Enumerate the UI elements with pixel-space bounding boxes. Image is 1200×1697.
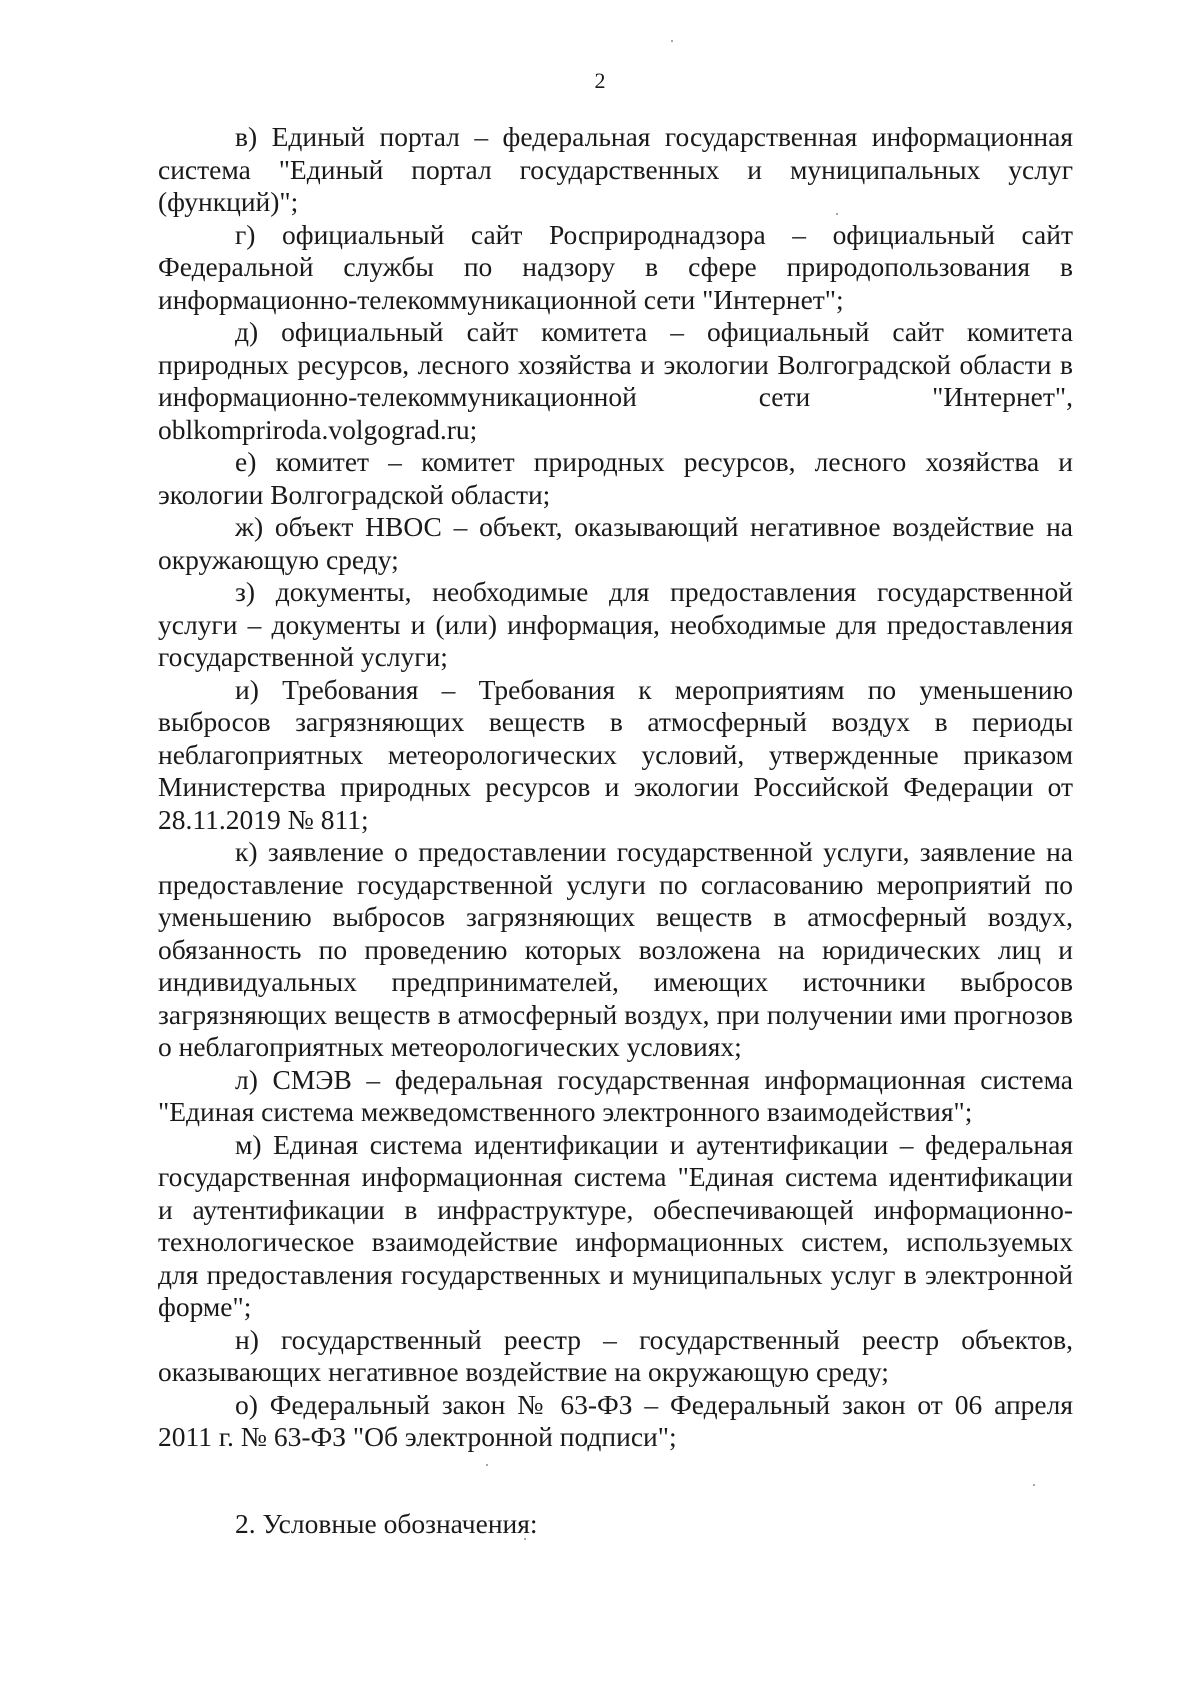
definition-item-k: к) заявление о предоставлении государственной услуги, заявление на предоставление государственной услуги по согласованию мероприятий по уменьшению выбросов загрязняющих веществ в атмосферный воздух, обязанность по проведению которых возложена на юридических лиц и индивидуальных предпринимателей, имеющих источники выбросов загрязняющих веществ в атмосферный воздух, при получении ими прогнозов о неблагоприятных метеорологических условиях; xyxy=(158,836,1073,1062)
section-heading: 2. Условные обозначения: xyxy=(235,1507,538,1539)
definition-item-o: о) Федеральный закон № 63-ФЗ – Федеральный закон от 06 апреля 2011 г. № 63-ФЗ "Об электронной подписи"; xyxy=(158,1388,1073,1452)
definition-item-zh: ж) объект НВОС – объект, оказывающий негативное воздействие на окружающую среду; xyxy=(158,511,1073,575)
definition-item-n: н) государственный реестр – государственный реестр объектов, оказывающих негативное воздействие на окружающую среду; xyxy=(158,1323,1073,1387)
document-body xyxy=(158,121,1073,1540)
scan-speck xyxy=(1033,1484,1035,1486)
definition-item-i: и) Требования – Требования к мероприятиям по уменьшению выбросов загрязняющих веществ в атмосферный воздух в периоды неблагоприятных метеорологических условий, утвержденные приказом Министерства природных ресурсов и экологии Российской Федерации от 28.11.2019 № 811; xyxy=(158,673,1073,835)
definition-item-l: л) СМЭВ – федеральная государственная информационная система "Единая система межведомственного электронного взаимодействия"; xyxy=(158,1063,1073,1127)
scan-speck xyxy=(486,1464,488,1466)
scan-speck xyxy=(671,40,673,42)
scan-speck xyxy=(524,1538,526,1540)
page-number: 2 xyxy=(594,68,606,93)
scan-speck xyxy=(836,213,838,215)
definition-item-m: м) Единая система идентификации и аутентификации – федеральная государственная информационная система "Единая система идентификации и аутентификации в инфраструктуре, обеспечивающей информационно-технологическое взаимодействие информационных систем, используемых для предоставления государственных и муниципальных услуг в электронной форме"; xyxy=(158,1128,1073,1322)
definition-item-g: г) официальный сайт Росприроднадзора – официальный сайт Федеральной службы по надзору в сфере природопользования в информационно-телекоммуникационной сети "Интернет"; xyxy=(158,218,1073,315)
definition-item-e: е) комитет – комитет природных ресурсов, лесного хозяйства и экологии Волгоградской области; xyxy=(158,446,1073,510)
definition-item-v: в) Единый портал – федеральная государственная информационная система "Единый портал государственных и муниципальных услуг (функций)"; xyxy=(158,121,1073,217)
definition-item-d: д) официальный сайт комитета – официальный сайт комитета природных ресурсов, лесного хозяйства и экологии Волгоградской области в информационно-телекоммуникационной сети "Интернет", oblkompriroda.volgograd.ru; xyxy=(158,316,1073,445)
definition-item-z: з) документы, необходимые для предоставления государственной услуги – документы и (или) информация, необходимые для предоставления государственной услуги; xyxy=(158,576,1073,672)
